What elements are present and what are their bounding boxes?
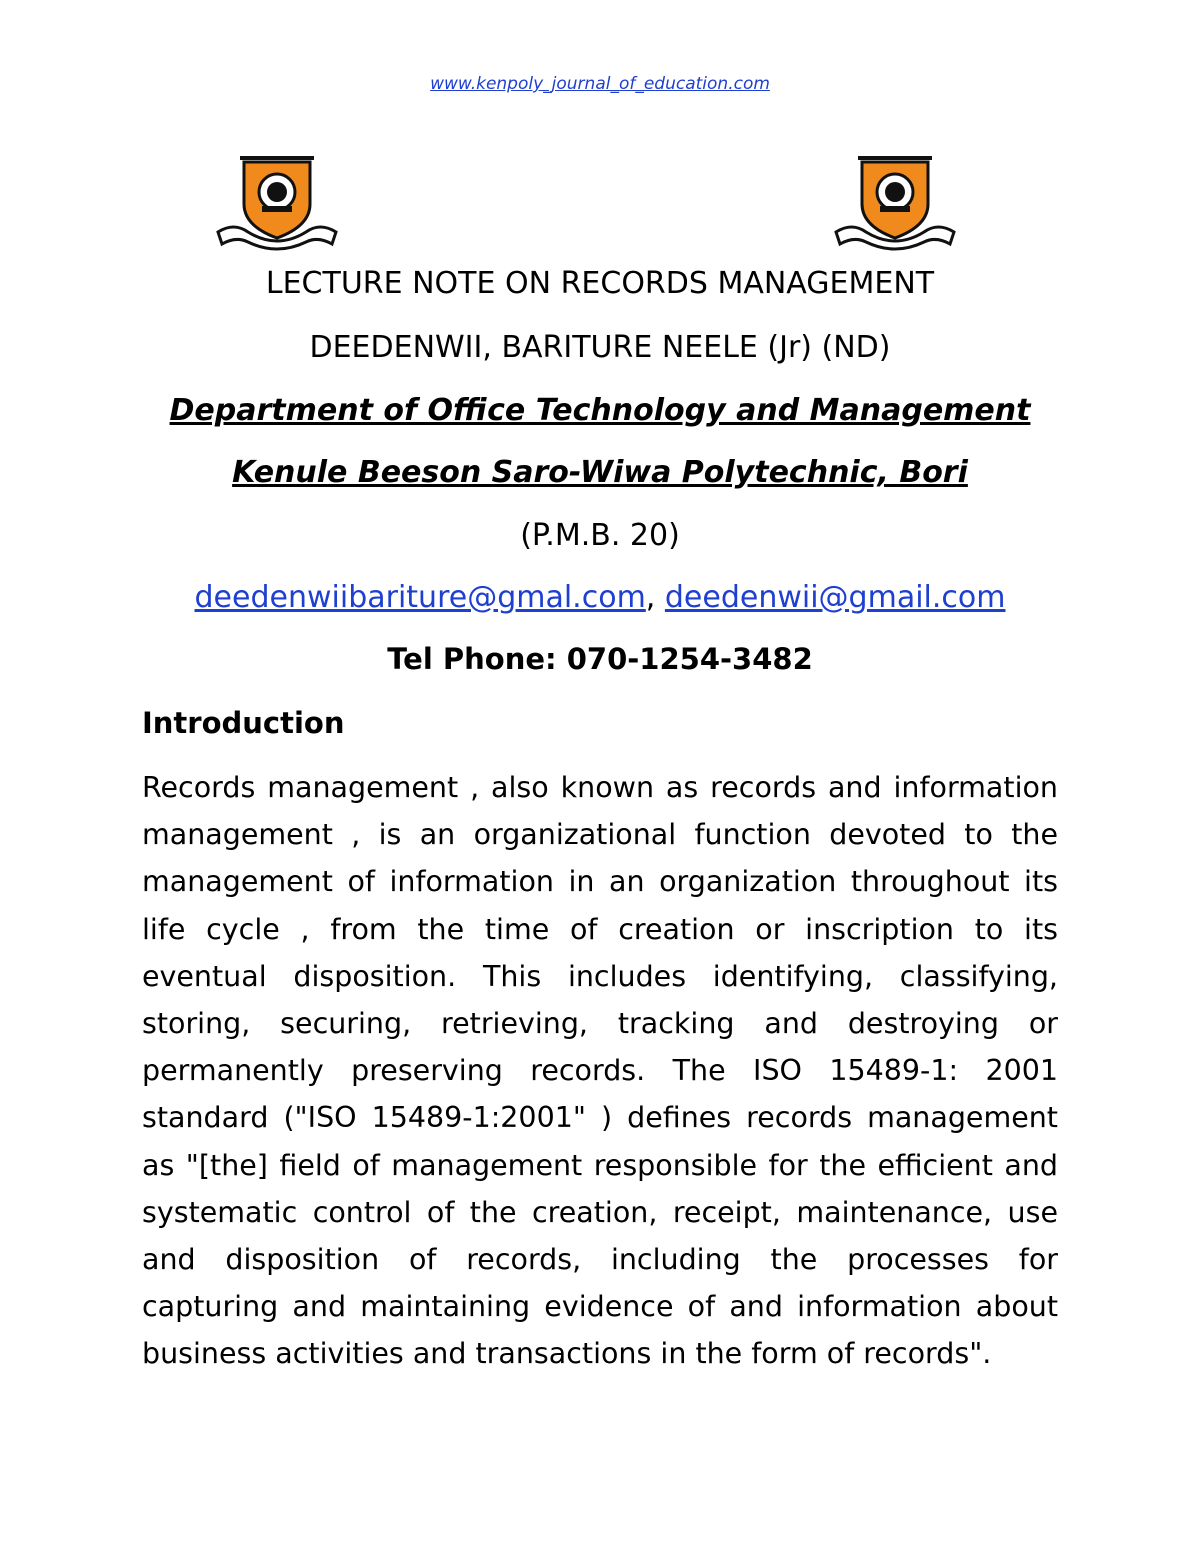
introduction-paragraph: Records management , also known as records and information management , is an organizational function devoted to the management of information in an organization throughout its life cycle , from the time of creation or inscription to its eventual disposition. This includes identifying, classifying, storing, securing, retrieving, tracking and destroying or permanently preserving records. The ISO 15489-1: 2001 standard ("ISO 15489-1:2001" ) defines records management as "[the] field of management responsible for the efficient and systematic control of the creation, receipt, maintenance, use and disposition of records, including the processes for capturing and maintaining evidence of and information about business activities and transactions in the form of records". <box>142 771 1058 1371</box>
section-heading-introduction: Introduction <box>142 706 345 740</box>
author-name: DEEDENWII, BARITURE NEELE (Jr) (ND) <box>309 330 891 365</box>
phone-number: Tel Phone: 070-1254-3482 <box>387 642 813 676</box>
journal-url-link[interactable]: www.kenpoly_journal_of_education.com <box>430 74 770 94</box>
email-links <box>0 580 1200 615</box>
email-link-secondary[interactable]: deedenwii@gmail.com <box>664 580 1006 615</box>
polytechnic-crest-icon <box>214 152 340 252</box>
document-title: LECTURE NOTE ON RECORDS MANAGEMENT <box>265 266 935 301</box>
email-separator: , <box>645 580 665 615</box>
polytechnic-crest-icon <box>832 152 958 252</box>
email-link-primary[interactable]: deedenwiibariture@gmal.com <box>194 580 646 615</box>
institution-name: Kenule Beeson Saro-Wiwa Polytechnic, Bori <box>232 455 968 490</box>
department-name: Department of Office Technology and Management <box>169 393 1031 428</box>
postal-box: (P.M.B. 20) <box>520 518 680 553</box>
